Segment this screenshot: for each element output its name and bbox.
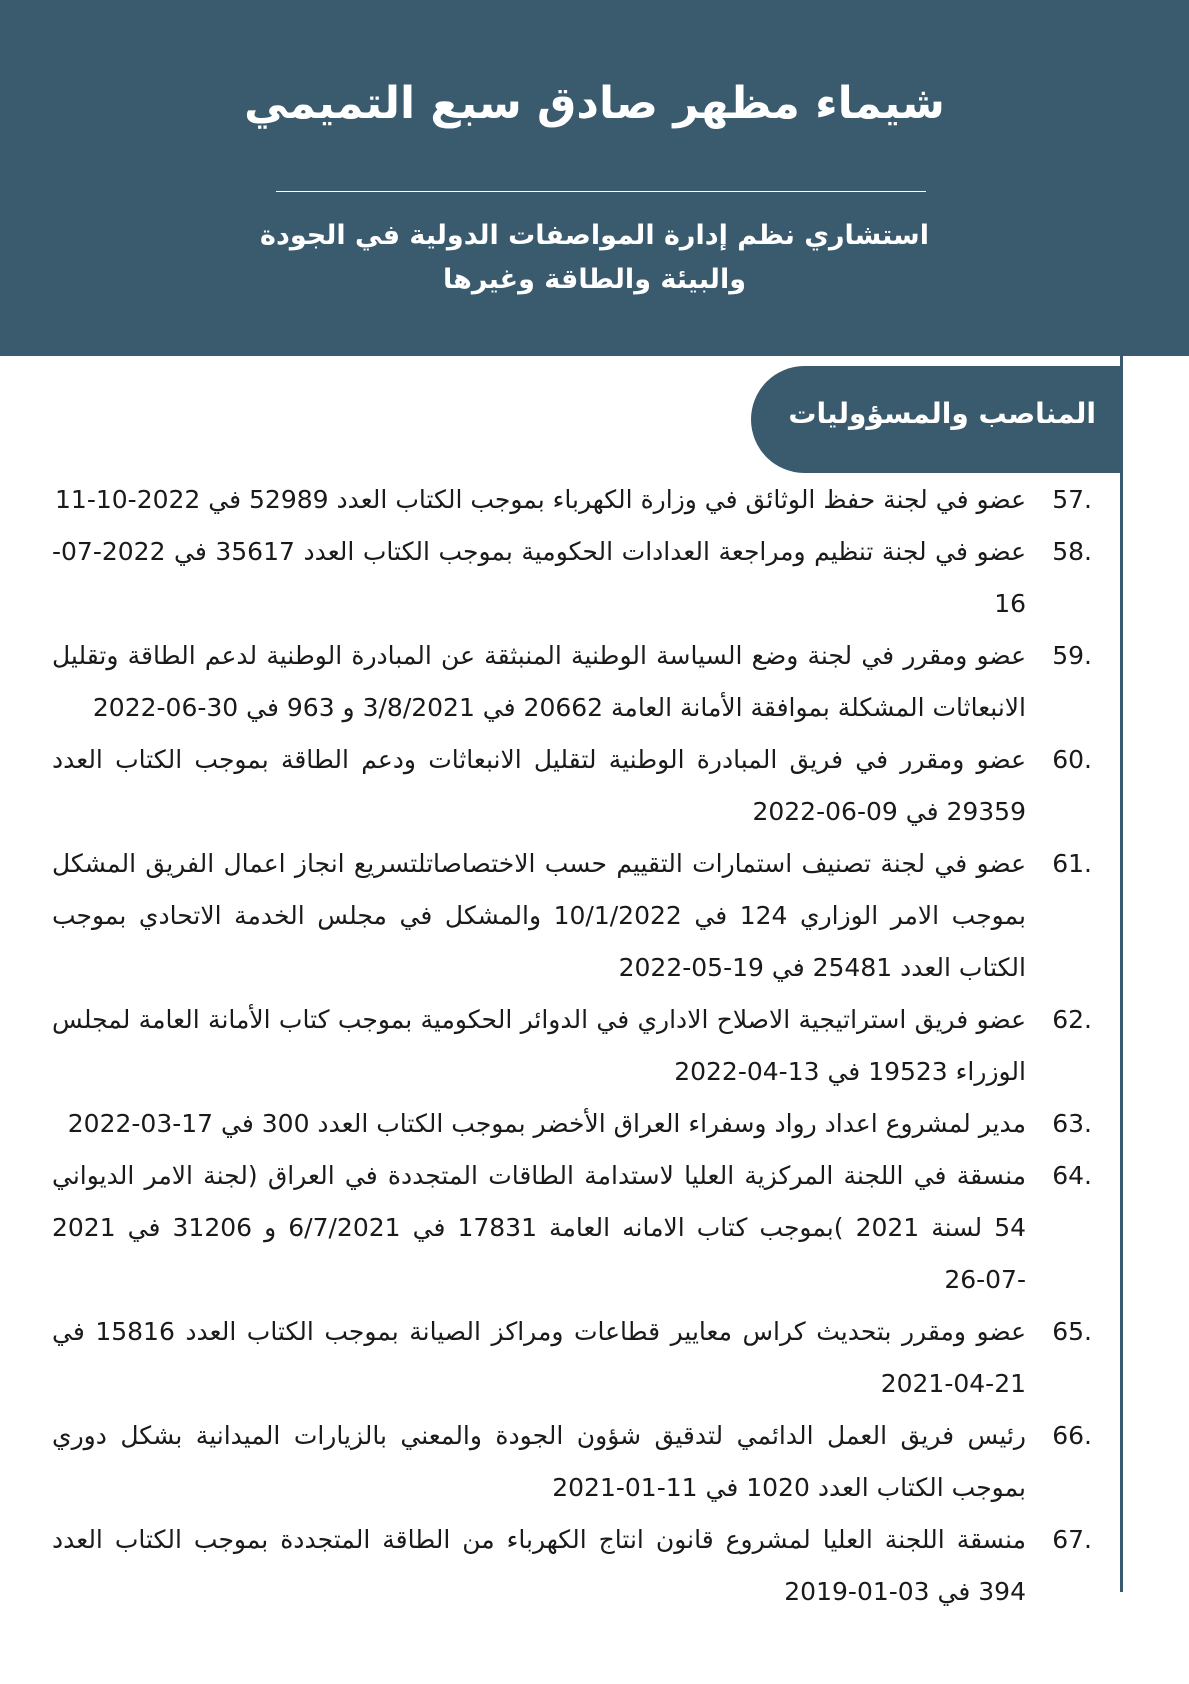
- list-item: [55, 474, 1092, 526]
- item-number: .63: [1052, 1109, 1092, 1138]
- list-item: [52, 526, 1092, 630]
- item-number: .67: [1052, 1525, 1092, 1554]
- responsibilities-list: [52, 474, 1092, 1618]
- job-title: [200, 214, 989, 302]
- item-text: رئيس فريق العمل الدائمي لتدقيق شؤون الجودة والمعني بالزيارات الميدانية بشكل دوري بموجب الكتاب العدد 1020 في 11-01-2021: [52, 1421, 1026, 1502]
- header-banner: [0, 0, 1189, 356]
- item-number: .60: [1052, 745, 1092, 774]
- item-number: .57: [1052, 485, 1092, 514]
- item-text: عضو ومقرر في فريق المبادرة الوطنية لتقليل الانبعاثات ودعم الطاقة بموجب الكتاب العدد 29359 في 09-06-2022: [52, 745, 1026, 826]
- section-heading-tab: [751, 366, 1122, 473]
- list-item: [52, 630, 1092, 734]
- item-text: عضو ومقرر بتحديث كراس معايير قطاعات ومراكز الصيانة بموجب الكتاب العدد 15816 في 21-04-2021: [52, 1317, 1026, 1398]
- job-title-line-1: استشاري نظم إدارة المواصفات الدولية في الجودة: [260, 220, 929, 251]
- list-item: [52, 1150, 1092, 1306]
- list-item: [52, 838, 1092, 994]
- item-text: عضو في لجنة تنظيم ومراجعة العدادات الحكومية بموجب الكتاب العدد 35617 في 2022-07-16: [52, 537, 1026, 618]
- item-number: .65: [1052, 1317, 1092, 1346]
- item-number: .61: [1052, 849, 1092, 878]
- item-number: .59: [1052, 641, 1092, 670]
- item-text: عضو فريق استراتيجية الاصلاح الاداري في الدوائر الحكومية بموجب كتاب الأمانة العامة لمجلس الوزراء 19523 في 13-04-2022: [52, 1005, 1026, 1086]
- list-item: [52, 994, 1092, 1098]
- person-name: شيماء مظهر صادق سبع التميمي: [244, 78, 945, 129]
- item-number: .62: [1052, 1005, 1092, 1034]
- header-divider: [276, 191, 926, 192]
- item-number: .58: [1052, 537, 1092, 566]
- item-text: عضو في لجنة حفظ الوثائق في وزارة الكهرباء بموجب الكتاب العدد 52989 في 2022-10-11: [55, 485, 1026, 514]
- item-text: منسقة في اللجنة المركزية العليا لاستدامة الطاقات المتجددة في العراق (لجنة الامر الديواني 54 لسنة 2021 )بموجب كتاب الامانه العامة 17831 في 6/7/2021 و 31206 في 2021 -07-26: [52, 1161, 1026, 1294]
- section-heading: المناصب والمسؤوليات: [788, 397, 1096, 430]
- list-item: [52, 1410, 1092, 1514]
- list-item: [62, 1098, 1092, 1150]
- item-text: عضو ومقرر في لجنة وضع السياسة الوطنية المنبثقة عن المبادرة الوطنية لدعم الطاقة وتقليل الانبعاثات المشكلة بموافقة الأمانة العامة 20662 في 3/8/2021 و 963 في 30-06-2022: [52, 641, 1026, 722]
- section-vertical-line: [1120, 356, 1123, 1592]
- item-number: .66: [1052, 1421, 1092, 1450]
- item-text: عضو في لجنة تصنيف استمارات التقييم حسب الاختصاصاتلتسريع انجاز اعمال الفريق المشكل بموجب الامر الوزاري 124 في 10/1/2022 والمشكل في مجلس الخدمة الاتحادي بموجب الكتاب العدد 25481 في 19-05-2022: [52, 849, 1027, 982]
- item-text: مدير لمشروع اعداد رواد وسفراء العراق الأخضر بموجب الكتاب العدد 300 في 17-03-2022: [67, 1109, 1026, 1138]
- item-text: منسقة اللجنة العليا لمشروع قانون انتاج الكهرباء من الطاقة المتجددة بموجب الكتاب العدد 394 في 03-01-2019: [52, 1525, 1026, 1606]
- list-item: [52, 734, 1092, 838]
- job-title-line-2: والبيئة والطاقة وغيرها: [443, 264, 746, 295]
- item-number: .64: [1052, 1161, 1092, 1190]
- list-item: [52, 1514, 1092, 1618]
- list-item: [52, 1306, 1092, 1410]
